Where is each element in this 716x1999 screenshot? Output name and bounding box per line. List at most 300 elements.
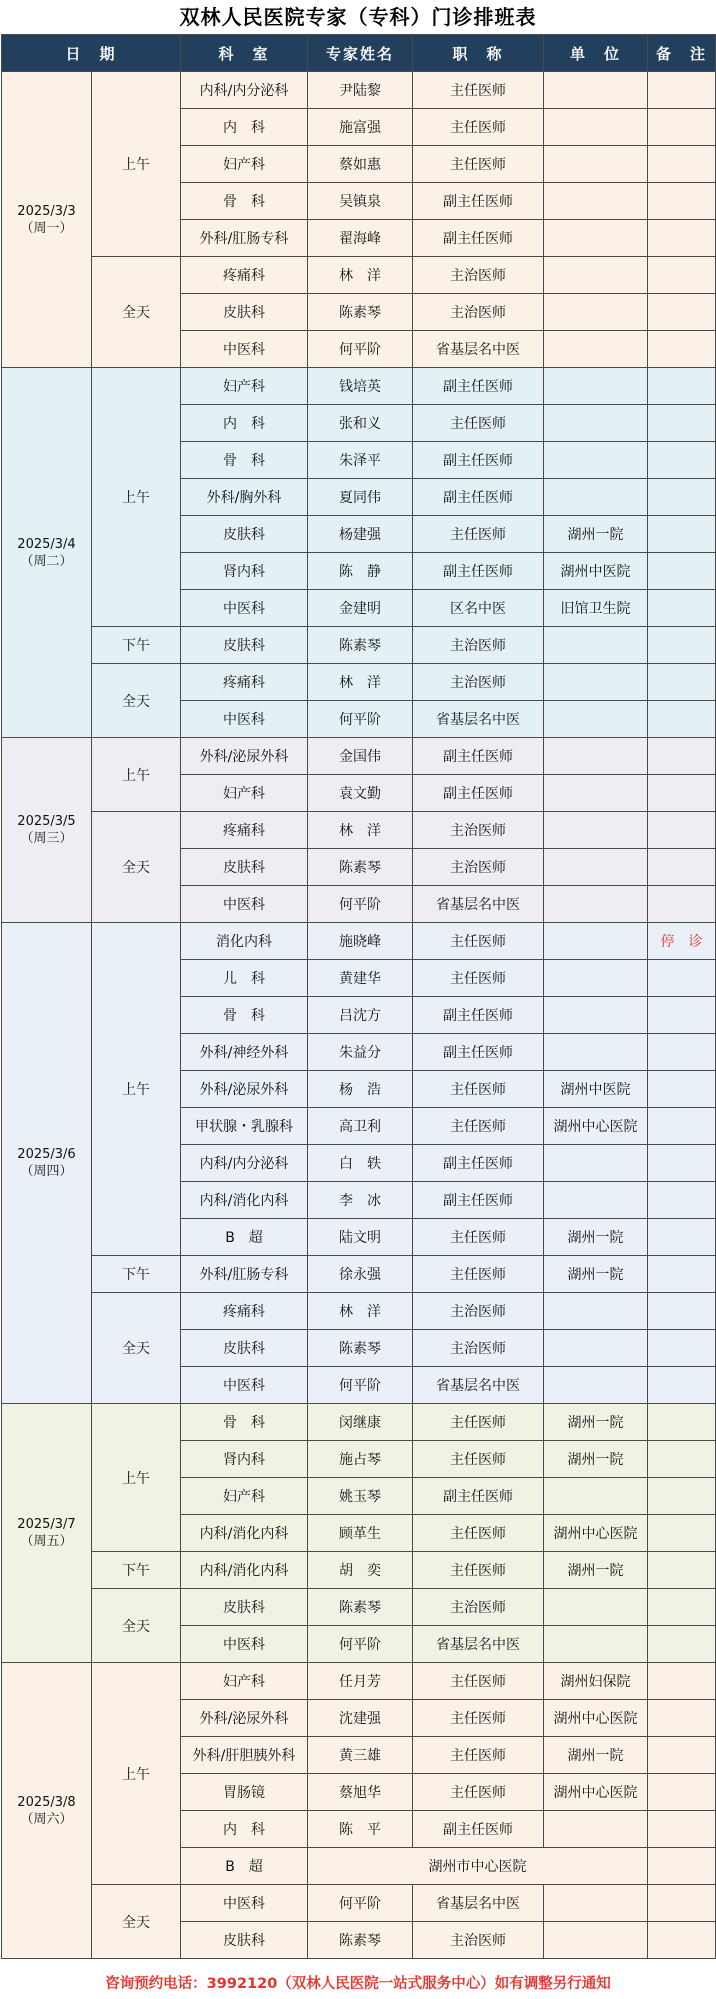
unit-cell — [544, 220, 648, 257]
unit-cell — [544, 775, 648, 812]
title-cell: 主任医师 — [413, 405, 544, 442]
unit-cell — [544, 442, 648, 479]
dept-cell: 中医科 — [181, 886, 308, 923]
title-cell: 副主任医师 — [413, 775, 544, 812]
doctor-name-cell: 翟海峰 — [308, 220, 413, 257]
title-cell: 主任医师 — [413, 1108, 544, 1145]
note-cell — [648, 1700, 716, 1737]
title-cell: 省基层名中医 — [413, 1367, 544, 1404]
note-cell — [648, 1626, 716, 1663]
unit-cell — [544, 1330, 648, 1367]
date-cell — [2, 738, 92, 923]
title-cell: 副主任医师 — [413, 1145, 544, 1182]
note-cell — [648, 960, 716, 997]
note-cell — [648, 1922, 716, 1959]
note-cell — [648, 1034, 716, 1071]
unit-cell: 湖州一院 — [544, 1737, 648, 1774]
doctor-name-cell: 陈素琴 — [308, 1922, 413, 1959]
unit-cell: 湖州中心医院 — [544, 1774, 648, 1811]
doctor-name-cell: 施晓峰 — [308, 923, 413, 960]
dept-cell: 中医科 — [181, 1885, 308, 1922]
dept-cell: 外科/肛肠专科 — [181, 220, 308, 257]
period-cell: 全天 — [92, 664, 181, 738]
unit-cell — [544, 257, 648, 294]
dept-cell: 骨 科 — [181, 1404, 308, 1441]
period-cell: 全天 — [92, 1885, 181, 1959]
dept-cell: 外科/肛肠专科 — [181, 1256, 308, 1293]
dept-cell: 内科/消化内科 — [181, 1552, 308, 1589]
unit-cell — [544, 1478, 648, 1515]
title-cell: 主治医师 — [413, 849, 544, 886]
title-cell: 主任医师 — [413, 1441, 544, 1478]
doctor-name-cell: 林 洋 — [308, 1293, 413, 1330]
unit-cell: 湖州一院 — [544, 1441, 648, 1478]
unit-cell — [544, 405, 648, 442]
dept-cell: 外科/肝胆胰外科 — [181, 1737, 308, 1774]
dept-cell: 疼痛科 — [181, 1293, 308, 1330]
note-cell — [648, 220, 716, 257]
note-cell — [648, 183, 716, 220]
table-row — [2, 1552, 716, 1589]
dept-cell: 骨 科 — [181, 183, 308, 220]
unit-cell — [544, 664, 648, 701]
doctor-name-cell: 何平阶 — [308, 1367, 413, 1404]
unit-cell — [544, 627, 648, 664]
title-cell: 省基层名中医 — [413, 1885, 544, 1922]
doctor-name-cell: 杨 浩 — [308, 1071, 413, 1108]
unit-cell: 湖州中医院 — [544, 1071, 648, 1108]
date-text: 2025/3/4 — [17, 536, 76, 552]
table-row — [2, 664, 716, 701]
title-cell: 副主任医师 — [413, 553, 544, 590]
date-cell — [2, 1404, 92, 1663]
doctor-name-cell: 施富强 — [308, 109, 413, 146]
note-cell — [648, 553, 716, 590]
header-title: 职 称 — [413, 35, 544, 72]
title-cell: 主治医师 — [413, 1293, 544, 1330]
note-cell — [648, 849, 716, 886]
doctor-name-cell: 黄建华 — [308, 960, 413, 997]
unit-cell — [544, 738, 648, 775]
unit-cell: 湖州一院 — [544, 516, 648, 553]
period-cell: 上午 — [92, 1663, 181, 1885]
note-cell — [648, 405, 716, 442]
weekday-text: （周二） — [20, 553, 73, 569]
unit-cell — [544, 1182, 648, 1219]
dept-cell: 内科/内分泌科 — [181, 1145, 308, 1182]
title-cell: 主治医师 — [413, 257, 544, 294]
doctor-name-cell: 徐永强 — [308, 1256, 413, 1293]
period-cell: 上午 — [92, 368, 181, 627]
note-cell — [648, 1330, 716, 1367]
dept-cell: 皮肤科 — [181, 1330, 308, 1367]
title-cell: 省基层名中医 — [413, 701, 544, 738]
note-cell — [648, 72, 716, 109]
dept-cell: 疼痛科 — [181, 257, 308, 294]
title-cell: 主任医师 — [413, 109, 544, 146]
dept-cell: 骨 科 — [181, 442, 308, 479]
doctor-name-cell: 黄三雄 — [308, 1737, 413, 1774]
doctor-name-cell: 胡 奕 — [308, 1552, 413, 1589]
title-cell: 主任医师 — [413, 960, 544, 997]
header-date: 日 期 — [2, 35, 181, 72]
note-cell — [648, 1478, 716, 1515]
table-row — [2, 1293, 716, 1330]
dept-cell: 皮肤科 — [181, 516, 308, 553]
note-cell — [648, 1441, 716, 1478]
title-cell: 副主任医师 — [413, 1034, 544, 1071]
note-cell — [648, 1182, 716, 1219]
dept-cell: 中医科 — [181, 701, 308, 738]
date-cell — [2, 72, 92, 368]
unit-cell — [544, 294, 648, 331]
note-cell — [648, 997, 716, 1034]
note-cell — [648, 1404, 716, 1441]
note-cell — [648, 664, 716, 701]
note-cell — [648, 1515, 716, 1552]
title-cell: 主任医师 — [413, 1737, 544, 1774]
dept-cell: 外科/泌尿外科 — [181, 1071, 308, 1108]
note-cell — [648, 368, 716, 405]
dept-cell: 胃肠镜 — [181, 1774, 308, 1811]
doctor-name-cell: 朱益分 — [308, 1034, 413, 1071]
note-cell — [648, 331, 716, 368]
dept-cell: 中医科 — [181, 331, 308, 368]
note-cell — [648, 257, 716, 294]
title-cell: 主任医师 — [413, 1219, 544, 1256]
period-cell: 上午 — [92, 72, 181, 257]
doctor-name-cell: 蔡旭华 — [308, 1774, 413, 1811]
period-cell: 上午 — [92, 923, 181, 1256]
title-cell: 副主任医师 — [413, 997, 544, 1034]
dept-cell: 皮肤科 — [181, 1922, 308, 1959]
note-cell — [648, 1848, 716, 1885]
dept-cell: 外科/泌尿外科 — [181, 1700, 308, 1737]
note-cell — [648, 1367, 716, 1404]
unit-cell — [544, 997, 648, 1034]
page-title: 双林人民医院专家（专科）门诊排班表 — [179, 5, 537, 29]
header-name: 专家姓名 — [308, 35, 413, 72]
dept-cell: 疼痛科 — [181, 812, 308, 849]
unit-cell — [544, 1034, 648, 1071]
doctor-name-cell: 沈建强 — [308, 1700, 413, 1737]
dept-cell: B 超 — [181, 1219, 308, 1256]
table-header-row — [2, 35, 716, 72]
unit-cell — [544, 1145, 648, 1182]
schedule-body — [2, 72, 716, 1959]
note-cell — [648, 1552, 716, 1589]
table-row — [2, 812, 716, 849]
period-cell: 下午 — [92, 1256, 181, 1293]
note-cell: 停 诊 — [648, 923, 716, 960]
doctor-name-cell: 林 洋 — [308, 257, 413, 294]
dept-cell: 消化内科 — [181, 923, 308, 960]
doctor-name-cell: 何平阶 — [308, 1885, 413, 1922]
header-unit: 单 位 — [544, 35, 648, 72]
note-cell — [648, 590, 716, 627]
note-cell — [648, 701, 716, 738]
header-note: 备 注 — [648, 35, 716, 72]
table-row — [2, 738, 716, 775]
table-row — [2, 923, 716, 960]
dept-cell: 儿 科 — [181, 960, 308, 997]
note-cell — [648, 1589, 716, 1626]
weekday-text: （周六） — [20, 1811, 73, 1827]
merged-info-cell: 湖州市中心医院 — [308, 1848, 648, 1885]
doctor-name-cell: 高卫利 — [308, 1108, 413, 1145]
header-dept: 科 室 — [181, 35, 308, 72]
title-cell: 主任医师 — [413, 923, 544, 960]
unit-cell — [544, 1922, 648, 1959]
table-row — [2, 72, 716, 109]
title-cell: 主任医师 — [413, 516, 544, 553]
unit-cell: 旧馆卫生院 — [544, 590, 648, 627]
title-cell: 副主任医师 — [413, 738, 544, 775]
note-cell — [648, 479, 716, 516]
note-cell — [648, 146, 716, 183]
table-row — [2, 1885, 716, 1922]
unit-cell: 湖州中医院 — [544, 553, 648, 590]
dept-cell: 外科/泌尿外科 — [181, 738, 308, 775]
unit-cell: 湖州妇保院 — [544, 1663, 648, 1700]
table-row — [2, 368, 716, 405]
unit-cell: 湖州一院 — [544, 1404, 648, 1441]
title-cell: 副主任医师 — [413, 368, 544, 405]
unit-cell — [544, 109, 648, 146]
doctor-name-cell: 张和义 — [308, 405, 413, 442]
unit-cell — [544, 183, 648, 220]
date-text: 2025/3/6 — [17, 1147, 76, 1162]
title-cell: 副主任医师 — [413, 220, 544, 257]
footer-contact: 咨询预约电话：3992120（双林人民医院一站式服务中心）如有调整另行通知 — [105, 1976, 611, 1992]
unit-cell — [544, 960, 648, 997]
title-cell: 副主任医师 — [413, 1811, 544, 1848]
unit-cell — [544, 701, 648, 738]
doctor-name-cell: 姚玉琴 — [308, 1478, 413, 1515]
note-cell — [648, 1811, 716, 1848]
note-cell — [648, 812, 716, 849]
note-cell — [648, 1737, 716, 1774]
note-cell — [648, 1219, 716, 1256]
dept-cell: 内 科 — [181, 109, 308, 146]
unit-cell — [544, 331, 648, 368]
dept-cell: 外科/神经外科 — [181, 1034, 308, 1071]
period-cell: 全天 — [92, 812, 181, 923]
period-cell: 上午 — [92, 738, 181, 812]
doctor-name-cell: 金建明 — [308, 590, 413, 627]
period-cell: 全天 — [92, 1589, 181, 1663]
title-cell: 省基层名中医 — [413, 1626, 544, 1663]
doctor-name-cell: 任月芳 — [308, 1663, 413, 1700]
dept-cell: 中医科 — [181, 1367, 308, 1404]
dept-cell: 肾内科 — [181, 553, 308, 590]
doctor-name-cell: 陈素琴 — [308, 294, 413, 331]
dept-cell: 皮肤科 — [181, 294, 308, 331]
title-cell: 主任医师 — [413, 1404, 544, 1441]
doctor-name-cell: 何平阶 — [308, 331, 413, 368]
note-cell — [648, 1774, 716, 1811]
weekday-text: （周四） — [20, 1164, 73, 1179]
dept-cell: 妇产科 — [181, 1663, 308, 1700]
title-cell: 区名中医 — [413, 590, 544, 627]
title-cell: 主任医师 — [413, 1515, 544, 1552]
date-cell — [2, 368, 92, 738]
unit-cell: 湖州中心医院 — [544, 1515, 648, 1552]
unit-cell: 湖州一院 — [544, 1219, 648, 1256]
title-cell: 主任医师 — [413, 1774, 544, 1811]
doctor-name-cell: 夏同伟 — [308, 479, 413, 516]
doctor-name-cell: 陈素琴 — [308, 1589, 413, 1626]
dept-cell: 中医科 — [181, 590, 308, 627]
dept-cell: 皮肤科 — [181, 849, 308, 886]
unit-cell — [544, 923, 648, 960]
doctor-name-cell: 白 轶 — [308, 1145, 413, 1182]
unit-cell — [544, 1811, 648, 1848]
table-row — [2, 1404, 716, 1441]
doctor-name-cell: 袁文勤 — [308, 775, 413, 812]
unit-cell — [544, 72, 648, 109]
table-row — [2, 1589, 716, 1626]
title-cell: 省基层名中医 — [413, 886, 544, 923]
note-cell — [648, 1885, 716, 1922]
unit-cell — [544, 368, 648, 405]
title-cell: 主任医师 — [413, 1071, 544, 1108]
date-text: 2025/3/5 — [17, 814, 76, 829]
doctor-name-cell: 朱泽平 — [308, 442, 413, 479]
unit-cell: 湖州中心医院 — [544, 1700, 648, 1737]
schedule-table — [1, 34, 716, 1959]
title-cell: 主治医师 — [413, 627, 544, 664]
doctor-name-cell: 林 洋 — [308, 812, 413, 849]
title-cell: 主任医师 — [413, 1700, 544, 1737]
doctor-name-cell: 吴镇泉 — [308, 183, 413, 220]
note-cell — [648, 775, 716, 812]
doctor-name-cell: 金国伟 — [308, 738, 413, 775]
date-cell — [2, 1663, 92, 1959]
table-row — [2, 1663, 716, 1700]
period-cell: 上午 — [92, 1404, 181, 1552]
note-cell — [648, 1293, 716, 1330]
title-cell: 主治医师 — [413, 1330, 544, 1367]
doctor-name-cell: 陆文明 — [308, 1219, 413, 1256]
date-cell — [2, 923, 92, 1404]
title-cell: 主治医师 — [413, 1589, 544, 1626]
unit-cell: 湖州一院 — [544, 1552, 648, 1589]
title-cell: 副主任医师 — [413, 479, 544, 516]
title-cell: 主治医师 — [413, 294, 544, 331]
doctor-name-cell: 施占琴 — [308, 1441, 413, 1478]
dept-cell: 内 科 — [181, 405, 308, 442]
table-row — [2, 627, 716, 664]
dept-cell: 妇产科 — [181, 146, 308, 183]
unit-cell — [544, 479, 648, 516]
note-cell — [648, 627, 716, 664]
doctor-name-cell: 陈 静 — [308, 553, 413, 590]
period-cell: 全天 — [92, 257, 181, 368]
doctor-name-cell: 蔡如惠 — [308, 146, 413, 183]
date-text: 2025/3/8 — [17, 1794, 76, 1810]
dept-cell: 内 科 — [181, 1811, 308, 1848]
unit-cell — [544, 1589, 648, 1626]
doctor-name-cell: 钱培英 — [308, 368, 413, 405]
doctor-name-cell: 何平阶 — [308, 701, 413, 738]
title-cell: 主治医师 — [413, 664, 544, 701]
weekday-text: （周一） — [20, 220, 73, 236]
dept-cell: 妇产科 — [181, 1478, 308, 1515]
unit-cell: 湖州一院 — [544, 1256, 648, 1293]
unit-cell — [544, 1626, 648, 1663]
title-cell: 主任医师 — [413, 1552, 544, 1589]
dept-cell: 妇产科 — [181, 368, 308, 405]
title-cell: 副主任医师 — [413, 183, 544, 220]
period-cell: 下午 — [92, 627, 181, 664]
dept-cell: 内科/消化内科 — [181, 1515, 308, 1552]
note-cell — [648, 738, 716, 775]
period-cell: 下午 — [92, 1552, 181, 1589]
title-cell: 副主任医师 — [413, 442, 544, 479]
doctor-name-cell: 杨建强 — [308, 516, 413, 553]
dept-cell: 外科/胸外科 — [181, 479, 308, 516]
unit-cell — [544, 146, 648, 183]
dept-cell: 内科/消化内科 — [181, 1182, 308, 1219]
dept-cell: 甲状腺・乳腺科 — [181, 1108, 308, 1145]
weekday-text: （周五） — [20, 1534, 73, 1549]
note-cell — [648, 886, 716, 923]
note-cell — [648, 294, 716, 331]
note-cell — [648, 516, 716, 553]
title-cell: 主任医师 — [413, 1256, 544, 1293]
note-cell — [648, 109, 716, 146]
doctor-name-cell: 何平阶 — [308, 886, 413, 923]
unit-cell — [544, 1885, 648, 1922]
unit-cell — [544, 886, 648, 923]
doctor-name-cell: 陈素琴 — [308, 1330, 413, 1367]
doctor-name-cell: 李 冰 — [308, 1182, 413, 1219]
note-cell — [648, 1145, 716, 1182]
title-cell: 主治医师 — [413, 1922, 544, 1959]
unit-cell: 湖州中心医院 — [544, 1108, 648, 1145]
title-cell: 省基层名中医 — [413, 331, 544, 368]
dept-cell: 骨 科 — [181, 997, 308, 1034]
doctor-name-cell: 闵继康 — [308, 1404, 413, 1441]
title-cell: 主治医师 — [413, 812, 544, 849]
doctor-name-cell: 陈素琴 — [308, 627, 413, 664]
note-cell — [648, 1256, 716, 1293]
dept-cell: 肾内科 — [181, 1441, 308, 1478]
unit-cell — [544, 849, 648, 886]
doctor-name-cell: 何平阶 — [308, 1626, 413, 1663]
title-cell: 副主任医师 — [413, 1182, 544, 1219]
period-cell: 全天 — [92, 1293, 181, 1404]
table-row — [2, 1256, 716, 1293]
unit-cell — [544, 1293, 648, 1330]
dept-cell: 疼痛科 — [181, 664, 308, 701]
note-cell — [648, 1108, 716, 1145]
unit-cell — [544, 1367, 648, 1404]
title-cell: 主任医师 — [413, 1663, 544, 1700]
dept-cell: 妇产科 — [181, 775, 308, 812]
dept-cell: 皮肤科 — [181, 1589, 308, 1626]
dept-cell: 中医科 — [181, 1626, 308, 1663]
date-text: 2025/3/3 — [17, 203, 76, 219]
title-cell: 主任医师 — [413, 146, 544, 183]
doctor-name-cell: 尹陆黎 — [308, 72, 413, 109]
date-text: 2025/3/7 — [17, 1517, 76, 1532]
title-cell: 主任医师 — [413, 72, 544, 109]
doctor-name-cell: 陈素琴 — [308, 849, 413, 886]
note-cell — [648, 1663, 716, 1700]
doctor-name-cell: 吕沈方 — [308, 997, 413, 1034]
